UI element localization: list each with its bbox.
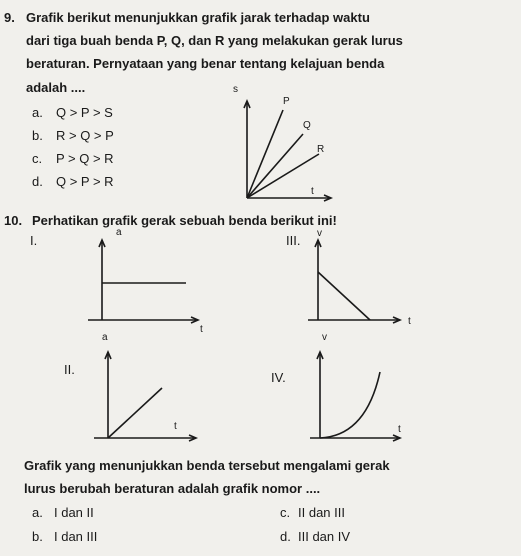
q10-number: 10. xyxy=(4,213,23,228)
q10-graph-1-x-label: t xyxy=(200,324,203,335)
q9-line-r xyxy=(247,154,319,198)
q10-graph-4-roman: IV. xyxy=(271,370,286,385)
q10-option-d-text: III dan IV xyxy=(298,529,351,544)
q9-y-axis-label: s xyxy=(233,84,238,95)
q10-option-c-letter: c. xyxy=(280,505,291,520)
q9-option-a-letter: a. xyxy=(32,105,43,120)
q9-text-line-1: Grafik berikut menunjukkan grafik jarak terhadap waktu xyxy=(26,10,370,25)
q10-question-line-2: lurus berubah beraturan adalah grafik nomor .... xyxy=(24,481,321,496)
q10-graph-1 xyxy=(86,227,210,335)
q9-option-d-letter: d. xyxy=(32,174,43,189)
q10-option-a-text: I dan II xyxy=(54,505,94,520)
q9-line-q xyxy=(247,134,303,198)
q10-option-d-letter: d. xyxy=(280,529,291,544)
q9-label-p: P xyxy=(283,96,290,107)
q10-option-b-text: I dan III xyxy=(54,529,98,544)
q10-graph-2-y-label: a xyxy=(102,332,108,343)
q10-graph-4 xyxy=(302,332,414,448)
q9-label-q: Q xyxy=(303,120,311,131)
q9-text-line-2: dari tiga buah benda P, Q, dan R yang melakukan gerak lurus xyxy=(26,33,403,48)
q9-distance-time-graph xyxy=(225,86,335,204)
q10-graph-3-line xyxy=(318,272,370,320)
q10-graph-3-x-label: t xyxy=(408,316,411,327)
q9-x-axis-label: t xyxy=(311,186,314,197)
q10-option-b-letter: b. xyxy=(32,529,43,544)
q9-option-d-text: Q > P > R xyxy=(56,174,114,189)
q9-option-c-text: P > Q > R xyxy=(56,151,114,166)
q9-option-c-letter: c. xyxy=(32,151,43,166)
q10-graph-3-y-label: v xyxy=(317,228,322,239)
q10-graph-2-line xyxy=(108,388,162,438)
q9-line-p xyxy=(247,110,283,198)
q9-text-line-4: adalah .... xyxy=(26,80,86,95)
q10-graph-3 xyxy=(304,228,416,328)
q9-option-b-letter: b. xyxy=(32,128,43,143)
q10-option-c-text: II dan III xyxy=(298,505,345,520)
q10-graph-4-y-label: v xyxy=(322,332,327,343)
q10-graph-4-x-label: t xyxy=(398,424,401,435)
q10-graph-1-roman: I. xyxy=(30,233,38,248)
q10-graph-2-x-label: t xyxy=(174,421,177,432)
q9-label-r: R xyxy=(317,144,325,155)
q10-graph-3-roman: III. xyxy=(286,233,301,248)
q10-question-line-1: Grafik yang menunjukkan benda tersebut mengalami gerak xyxy=(24,458,390,473)
q10-graph-4-curve xyxy=(320,372,380,438)
q10-graph-2 xyxy=(90,332,202,448)
q10-graph-1-y-label: a xyxy=(116,227,122,238)
q9-number: 9. xyxy=(4,10,15,25)
q10-title: Perhatikan grafik gerak sebuah benda berikut ini! xyxy=(32,213,337,228)
q10-graph-2-roman: II. xyxy=(64,362,75,377)
q9-option-a-text: Q > P > S xyxy=(56,105,113,120)
q10-option-a-letter: a. xyxy=(32,505,43,520)
q9-option-b-text: R > Q > P xyxy=(56,128,114,143)
q9-text-line-3: beraturan. Pernyataan yang benar tentang kelajuan benda xyxy=(26,56,385,71)
